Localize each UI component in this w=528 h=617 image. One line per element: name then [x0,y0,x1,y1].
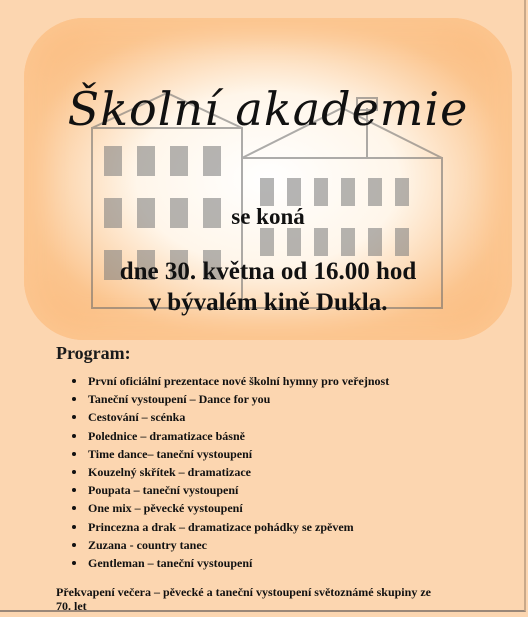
program-item: Polednice – dramatizace básně [70,427,389,445]
event-place: v bývalém kině Dukla. [148,289,388,316]
program-list [70,372,389,572]
program-item: První oficiální prezentace nové školní hymny pro veřejnost [70,372,389,390]
event-subtitle: se koná [231,204,305,229]
program-item: Kouzelný skřítek – dramatizace [70,463,389,481]
program-finale-line-1: Překvapení večera – pěvecké a taneční vystoupení světoznámé skupiny ze [56,585,431,599]
program-item: Time dance– taneční vystoupení [70,445,389,463]
program-finale-line-2: 70. let [56,599,87,613]
event-details [24,256,512,318]
program-item: Gentleman – taneční vystoupení [70,554,389,572]
program-item: Taneční vystoupení – Dance for you [70,390,389,408]
program-item: Cestování – scénka [70,408,389,426]
program-item: Princezna a drak – dramatizace pohádky se zpěvem [70,518,389,536]
page-title: Školní akademie [67,82,469,136]
header-banner [24,18,512,340]
program-item: Poupata – taneční vystoupení [70,481,389,499]
program-item: Zuzana - country tanec [70,536,389,554]
program-heading: Program: [56,343,131,363]
program-finale [56,585,496,613]
event-date: dne 30. května od 16.00 hod [119,258,417,285]
program-item: One mix – pěvecké vystoupení [70,499,389,517]
